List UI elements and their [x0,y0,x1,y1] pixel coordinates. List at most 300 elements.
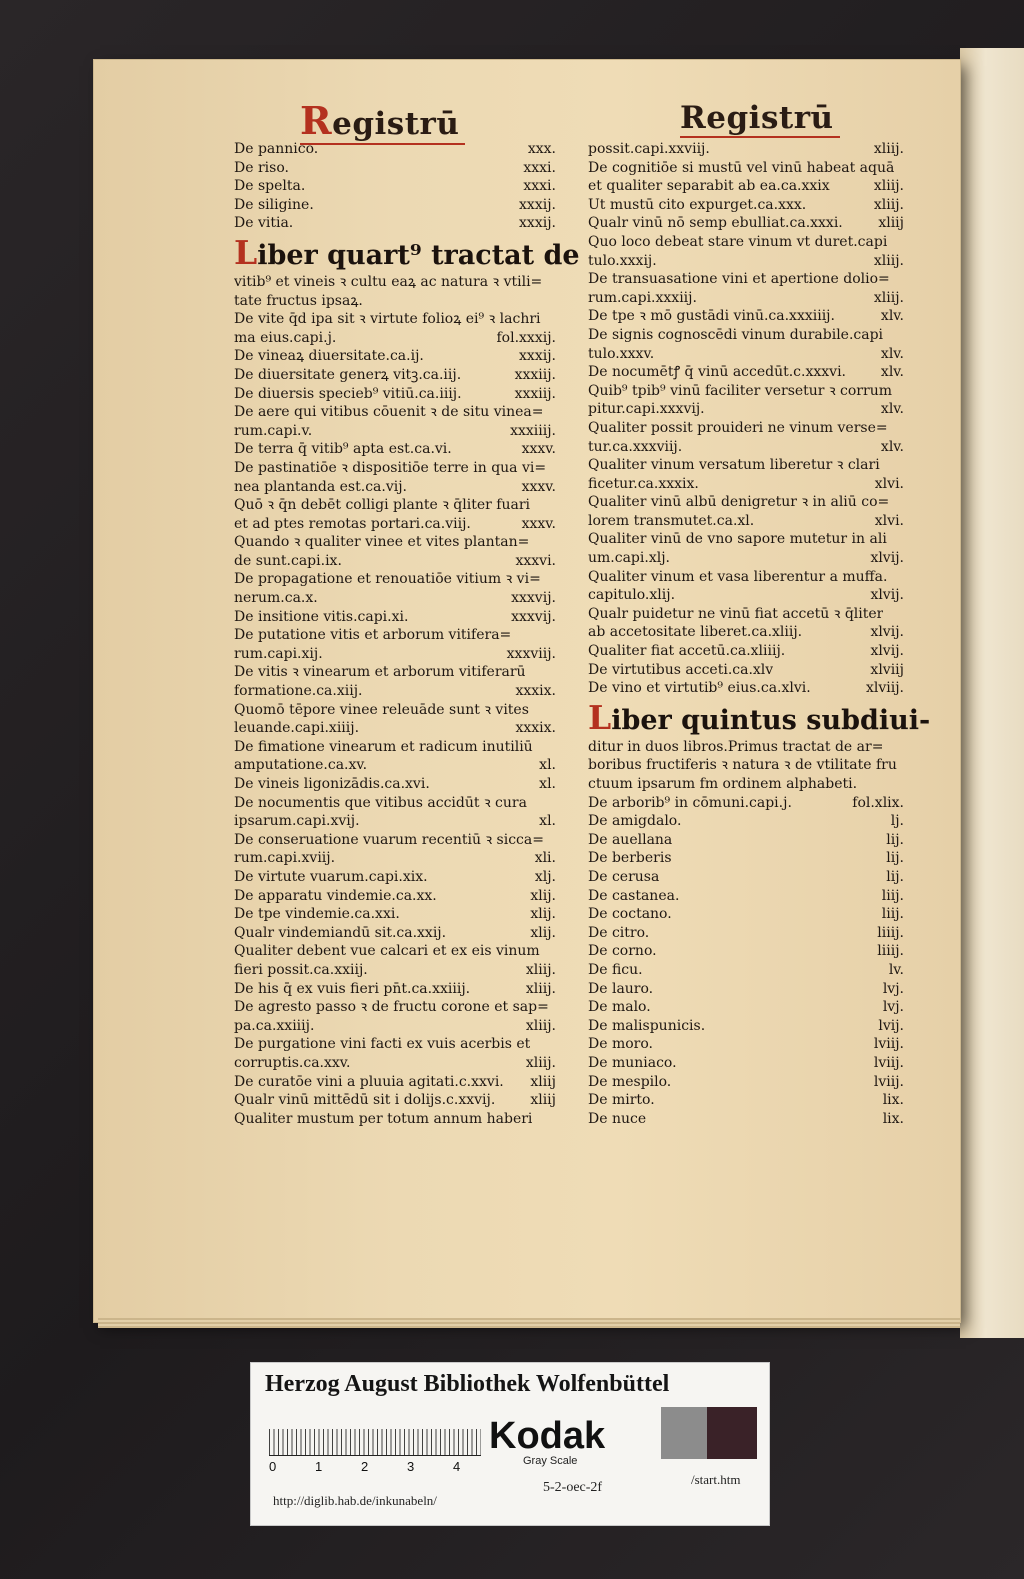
entry-folio: xliij. [525,980,556,997]
entry-title: De siligine. [234,196,314,213]
entry-title: pa.ca.xxiiij. [234,1017,315,1034]
entry-folio: xxxij. [519,348,556,365]
register-entry [588,924,904,943]
rubric-initial: L [588,697,612,737]
entry-title: De pastinatiōe ꝛ dispositiōe terre in qua vi= [234,459,547,476]
entry-title: De terra q̄ vitib⁹ apta est.ca.vi. [234,441,452,458]
register-entry [588,270,904,289]
entry-folio: xlij. [530,924,556,941]
entry-folio: xliij [530,1073,556,1090]
page-stack-edge [98,1318,960,1328]
entry-title: rum.capi.xxxiij. [588,289,697,306]
entry-folio: xlv. [880,401,904,418]
register-entry [588,623,904,642]
entry-folio: xxxv. [521,478,556,495]
entry-folio: lij. [886,868,904,885]
ruler-number: 4 [453,1459,461,1474]
entry-folio: xl. [539,813,556,830]
register-entry [234,701,556,720]
entry-folio: xlv. [880,308,904,325]
entry-folio: xlij. [530,906,556,923]
register-entry [588,177,904,196]
entry-folio: xlij. [530,887,556,904]
register-entry [234,905,556,924]
entry-title: De his q̄ ex vuis fieri pn̄t.ca.xxiiij. [234,980,471,997]
register-entry [234,1073,556,1092]
entry-title: et qualiter separabit ab ea.ca.xxix [588,178,830,195]
register-entry [234,756,556,775]
entry-title: De vitia. [234,215,294,232]
book-heading-text: iber quart⁹ tractat de [257,239,580,271]
entry-folio [550,533,556,552]
entry-title: nerum.ca.x. [234,590,318,607]
rubric-initial: R [300,98,333,143]
entry-title: Qualr vinū nō semp ebulliat.ca.xxxi. [588,215,843,232]
register-entry [588,530,904,549]
entry-folio: xlj. [534,868,556,885]
entry-title: De mespilo. [588,1073,672,1090]
entry-folio: xlv. [880,438,904,455]
book-intro-line: tate fructus ipsaꝝ. [234,292,363,309]
entry-title: Qualiter debent vue calcari et ex eis vinum [234,943,540,960]
register-entry [234,1110,556,1129]
entry-folio [550,701,556,720]
entry-title: um.capi.xlj. [588,550,670,567]
register-entry [588,605,904,624]
start-page-suffix: /start.htm [691,1472,741,1487]
rubric-underline [680,136,840,138]
register-entry [588,794,904,813]
entry-folio [550,310,556,329]
register-entry [234,140,556,159]
book-intro-line: ctuum ipsarum fm ordinem alphabeti. [588,776,858,792]
entry-title: De citro. [588,924,650,941]
register-entry [588,140,904,159]
entry-title: Qualiter mustum per totum annum haberi [234,1110,533,1127]
entry-title: De vino et virtutib⁹ eius.ca.xlvi. [588,680,811,697]
register-entry [588,642,904,661]
running-head-initial: R [680,100,707,136]
entry-title: capitulo.xlij. [588,587,676,604]
book-heading [588,697,931,737]
entry-title: De cerusa [588,868,660,885]
register-entry [234,329,556,348]
entry-folio: xliij. [873,178,904,195]
entry-folio: xxx. [527,141,556,157]
entry-folio: liiij. [877,924,904,941]
entry-title: De tpe ꝛ mō gustādi vinū.ca.xxxiiij. [588,308,835,325]
entry-title: De apparatu vindemie.ca.xx. [234,887,437,904]
register-entry [588,196,904,215]
rubric-initial: L [234,232,258,272]
register-entry [234,663,556,682]
register-entry [234,942,556,961]
register-entry [588,419,904,438]
register-entry [234,924,556,943]
entry-title: De vineis ligonizādis.ca.xvi. [234,776,430,792]
entry-folio [898,382,904,401]
register-entry [588,812,904,831]
entry-title: De nocumentis que vitibus accidūt ꝛ cura [234,794,527,811]
register-entry [588,961,904,980]
entry-folio: xliij. [873,252,904,269]
register-entry [234,738,556,757]
register-entry [588,905,904,924]
entry-folio: liiij. [877,943,904,960]
register-entry [588,1035,904,1054]
entry-title: tulo.xxxij. [588,252,657,269]
entry-title: De signis cognoscēdi vinum durabile.capi [588,326,884,343]
register-entry [588,1091,904,1110]
entry-title: De purgatione vini facti ex vuis acerbis et [234,1036,531,1053]
register-entry [234,775,556,794]
entry-folio: lix. [882,1092,904,1109]
entry-folio: xlvij. [870,643,904,660]
entry-title: Quando ꝛ qualiter vinee et vites plantan= [234,534,530,551]
entry-folio: xxxviij. [506,645,556,662]
entry-title: Qualiter vinū de vno sapore mutetur in ali [588,531,887,548]
entry-folio: xxxiij. [514,385,556,402]
register-entry [588,214,904,233]
register-entry [588,289,904,308]
entry-folio: xlv. [880,364,904,381]
register-entry [234,570,556,589]
entry-folio [550,403,556,422]
entry-folio: xliij. [525,961,556,978]
entry-folio: xxxix. [515,720,556,737]
entry-folio: xlviij. [865,680,904,697]
register-entry [234,1054,556,1073]
scale-ruler [269,1429,481,1456]
entry-folio [550,831,556,850]
register-entry [234,478,556,497]
kodak-logo: Kodak [489,1415,606,1457]
register-entry [234,626,556,645]
entry-title: De curatōe vini a pluuia agitati.c.xxvi. [234,1073,504,1090]
entry-folio [550,459,556,478]
entry-folio: liij. [881,906,904,923]
entry-folio: xlv. [880,345,904,362]
entry-title: lorem transmutet.ca.xl. [588,512,755,529]
entry-folio: xlvij. [870,550,904,567]
entry-folio: xxxi. [523,178,556,195]
entry-folio [550,942,556,961]
running-head-left [300,98,459,143]
entry-title: De virtutibus acceti.ca.xlv [588,661,774,678]
entry-title: De propagatione et renouatiōe vitium ꝛ vi= [234,571,541,588]
register-entry [234,552,556,571]
entry-title: nea plantanda est.ca.vij. [234,478,408,495]
register-entry [234,440,556,459]
entry-folio: xliij. [525,1017,556,1034]
entry-title: rum.capi.xviij. [234,850,336,867]
register-entry [588,307,904,326]
entry-title: De mirto. [588,1092,655,1109]
entry-folio: xxxvij. [511,590,556,607]
entry-title: ab accetositate liberet.ca.xliij. [588,624,803,641]
entry-title: fieri possit.ca.xxiij. [234,961,368,978]
register-entry [588,438,904,457]
register-entry [234,403,556,422]
register-entry [588,942,904,961]
entry-title: corruptis.ca.xxv. [234,1054,351,1071]
entry-folio [550,570,556,589]
entry-title: De riso. [234,159,289,176]
ruler-number: 0 [269,1459,277,1474]
entry-folio [550,738,556,757]
entry-title: De putatione vitis et arborum vitifera= [234,627,512,644]
register-entry [588,849,904,868]
entry-title: De cognitiōe si mustū vel vinū habeat aquā [588,159,895,176]
entry-folio: xxxi. [523,159,556,176]
entry-title: De agresto passo ꝛ de fructu corone et sap= [234,999,549,1016]
register-entry [234,682,556,701]
entry-folio: xliij. [873,289,904,306]
entry-title: De moro. [588,1036,653,1053]
entry-title: De auellana [588,831,673,848]
register-entry [234,177,556,196]
entry-folio: xxxij. [519,215,556,232]
register-entry [234,645,556,664]
facing-page-text-fragment [972,80,1020,840]
book-intro-line: ditur in duos libros.Primus tractat de ar= [588,738,884,755]
register-entry [588,586,904,605]
entry-title: Qualr vinū mittēdū sit i dolijs.c.xxvij. [234,1092,496,1109]
register-entry [234,196,556,215]
entry-title: De vitis ꝛ vinearum et arborum vitiferarū [234,664,526,681]
color-target-card [250,1362,770,1526]
entry-title: De nuce [588,1110,647,1127]
entry-title: tur.ca.xxxviij. [588,438,683,455]
register-entry [588,400,904,419]
register-entry [588,868,904,887]
entry-folio: lv. [888,961,904,978]
entry-folio: liij. [881,887,904,904]
book-intro-line: vitib⁹ et vineis ꝛ cultu eaꝝ ac natura ꝛ vtili= [234,273,543,290]
entry-folio: xxxix. [515,683,556,700]
register-column-right [588,140,931,1128]
entry-title: De spelta. [234,178,306,195]
entry-title: Qualiter vinū albū denigretur ꝛ in aliū co= [588,494,890,511]
register-entry [234,1091,556,1110]
register-entry [234,366,556,385]
register-entry [588,1110,904,1129]
register-entry [234,347,556,366]
entry-folio: xxxij. [519,196,556,213]
register-entry [234,496,556,515]
register-entry [234,310,556,329]
entry-folio: xlvi. [874,512,904,529]
entry-folio: lvj. [882,999,904,1016]
register-entry [234,159,556,178]
entry-folio: lij. [886,831,904,848]
entry-folio [550,496,556,515]
entry-folio [550,663,556,682]
entry-title: De virtute vuarum.capi.xix. [234,868,428,885]
entry-folio: lvj. [882,980,904,997]
entry-title: De insitione vitis.capi.xi. [234,608,409,625]
entry-folio: xli. [534,850,556,867]
ruler-ticks [269,1429,481,1455]
entry-folio [898,419,904,438]
entry-title: Quo loco debeat stare vinum vt duret.capi [588,233,888,250]
entry-title: De nocumētꝭ q̄ vinū accedūt.c.xxxvi. [588,364,847,381]
register-entry [234,961,556,980]
entry-title: Qualiter vinum et vasa liberentur a muffa. [588,568,888,585]
entry-folio [898,270,904,289]
register-entry [588,568,904,587]
entry-title: De pannico. [234,141,319,157]
entry-title: pitur.capi.xxxvij. [588,401,705,418]
entry-folio: lviij. [873,1036,904,1053]
entry-title: formatione.ca.xiij. [234,683,363,700]
entry-title: De castanea. [588,887,680,904]
ruler-number: 2 [361,1459,369,1474]
entry-folio: xxxiiij. [510,422,556,439]
register-entry [588,233,904,252]
running-head-text: egistrū [706,100,834,136]
entry-folio: xliij. [525,1054,556,1071]
register-entry [588,549,904,568]
entry-title: De amigdalo. [588,813,682,830]
register-entry [234,849,556,868]
entry-folio [898,493,904,512]
entry-folio: xxxiij. [514,366,556,383]
register-entry [234,868,556,887]
register-entry [588,980,904,999]
register-entry [234,794,556,813]
register-entry [588,159,904,178]
digital-library-url: http://diglib.hab.de/inkunabeln/ [273,1493,437,1508]
register-entry [588,831,904,850]
register-entry [588,456,904,475]
book-heading [234,232,580,272]
register-entry [588,493,904,512]
register-entry [588,661,904,680]
entry-folio: xlvi. [874,475,904,492]
entry-title: amputatione.ca.xv. [234,757,368,774]
register-entry [588,1073,904,1092]
dark-swatch [707,1407,757,1459]
register-entry [588,887,904,906]
register-entry [234,719,556,738]
entry-title: De malo. [588,999,651,1016]
register-entry [234,214,556,233]
entry-title: De muniaco. [588,1054,677,1071]
entry-folio: xl. [539,776,556,792]
entry-title: De arborib⁹ in cōmuni.capi.j. [588,794,792,811]
ruler-number: 3 [407,1459,415,1474]
register-entry [234,589,556,608]
register-entry [234,998,556,1017]
entry-folio [550,626,556,645]
entry-title: Qualr puidetur ne vinū fiat accetū ꝛ q̄liter [588,605,884,622]
register-entry [234,980,556,999]
entry-title: De vineaꝝ diuersitate.ca.ij. [234,348,424,365]
entry-folio: xxxv. [521,441,556,458]
entry-folio: xliij. [873,196,904,213]
ruler-number: 1 [315,1459,323,1474]
register-entry [588,382,904,401]
entry-folio [898,456,904,475]
register-entry [234,887,556,906]
entry-folio: fol.xlix. [852,794,904,811]
register-entry [588,326,904,345]
register-entry [234,608,556,627]
entry-title: Qualiter fiat accetū.ca.xliiij. [588,643,786,660]
entry-title: De fimatione vinearum et radicum inutiliū [234,738,533,755]
entry-title: rum.capi.v. [234,422,313,439]
entry-folio: lj. [890,813,904,830]
entry-title: de sunt.capi.ix. [234,552,342,569]
register-column-left [234,140,580,1128]
entry-folio [898,530,904,549]
entry-title: De transuasatione vini et apertione dolio= [588,271,890,288]
entry-title: rum.capi.xij. [234,645,323,662]
library-name: Herzog August Bibliothek Wolfenbüttel [265,1371,670,1397]
entry-folio [550,794,556,813]
register-entry [234,533,556,552]
entry-folio: lvij. [878,1017,904,1034]
entry-title: De conseruatione vuarum recentiū ꝛ sicca= [234,831,544,848]
running-head-text: egistrū [332,106,460,142]
register-entry [588,1017,904,1036]
entry-title: De aere qui vitibus cōuenit ꝛ de situ vinea= [234,404,544,421]
register-entry [234,1035,556,1054]
entry-title: ipsarum.capi.xvij. [234,813,360,830]
entry-folio: fol.xxxij. [496,329,556,346]
register-entry [588,998,904,1017]
entry-title: Quomō tēpore vinee releuāde sunt ꝛ vites [234,701,529,718]
entry-folio [898,159,904,178]
entry-title: De berberis [588,850,672,867]
gray-scale-label: Gray Scale [523,1455,578,1467]
entry-title: et ad ptes remotas portari.ca.viij. [234,515,471,532]
register-entry [234,385,556,404]
entry-folio: lviij. [873,1073,904,1090]
entry-title: De malispunicis. [588,1017,706,1034]
register-entry [234,422,556,441]
register-entry [234,831,556,850]
entry-folio [898,568,904,587]
register-entry [588,252,904,271]
entry-title: De diuersitate generꝝ vitꝫ.ca.iij. [234,366,462,383]
register-entry [234,1017,556,1036]
entry-title: ficetur.ca.xxxix. [588,475,699,492]
register-entry [588,475,904,494]
gray-swatch [661,1407,707,1459]
entry-folio: xliij. [873,141,904,157]
shelfmark-code: 5-2-oec-2f [543,1480,603,1495]
entry-folio: lix. [882,1110,904,1127]
entry-folio [550,1110,556,1129]
entry-title: Qualiter possit prouideri ne vinum verse= [588,419,888,436]
register-entry [234,459,556,478]
entry-title: Qualiter vinum versatum liberetur ꝛ clari [588,457,880,474]
entry-folio [898,233,904,252]
entry-title: De vite q̄d ipa sit ꝛ virtute folioꝝ ei⁹ ꝛ lachri [234,311,541,328]
register-entry [588,512,904,531]
book-heading-text: iber quintus subdiui- [611,704,931,736]
entry-title: Quib⁹ tpib⁹ vinū faciliter versetur ꝛ corrum [588,382,892,399]
entry-folio: xlviij [870,661,904,678]
entry-folio [898,605,904,624]
entry-title: Quō ꝛ q̄n debēt colligi plante ꝛ q̄liter fuari [234,497,530,514]
register-entry [588,1054,904,1073]
entry-folio: xl. [539,757,556,774]
entry-folio: xlvij. [870,624,904,641]
entry-title: Qualr vindemiandū sit.ca.xxij. [234,924,447,941]
